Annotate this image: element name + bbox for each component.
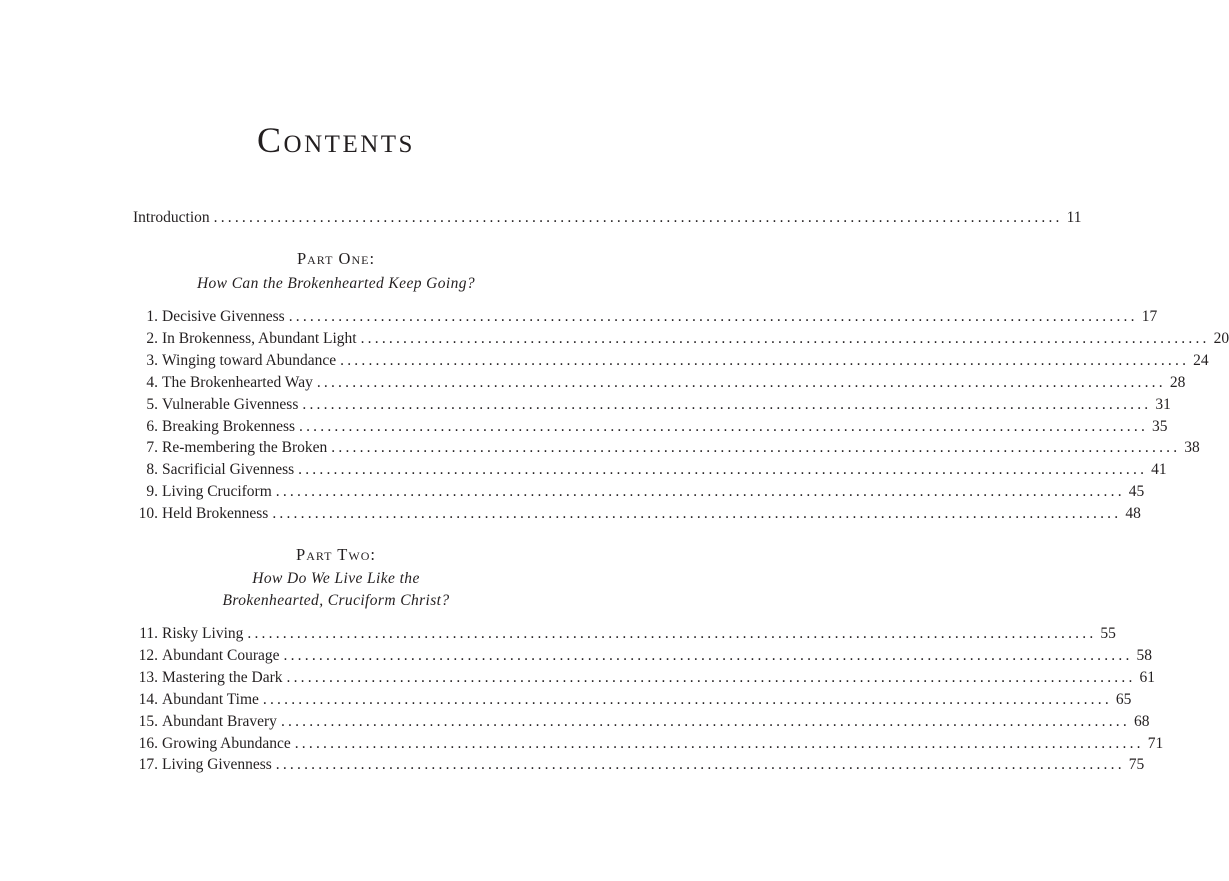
toc-entry-page: 41 (1151, 461, 1167, 479)
toc-entry-page: 65 (1115, 690, 1132, 708)
toc-entry-number: 4. (146, 373, 158, 391)
toc-entry-number: 15. (138, 712, 158, 730)
toc-entry-page: 48 (1125, 505, 1141, 523)
toc-leader-dots: ........................................................................................................................ (299, 417, 1149, 435)
toc-entry (133, 394, 1171, 416)
part-two-subtitle-line1: How Do We Live Like the (252, 570, 420, 587)
toc-entry (133, 459, 1167, 481)
toc-entry-label: Growing Abundance (162, 734, 291, 752)
toc-entry-label: Sacrificial Givenness (162, 461, 295, 479)
toc-leader-dots: ........................................................................................................................ (298, 461, 1148, 479)
toc-entry-number: 3. (146, 351, 158, 369)
toc-entry (133, 645, 1153, 667)
toc-leader-dots: ........................................................................................................................ (360, 329, 1210, 347)
toc-entry-number: 2. (146, 329, 158, 347)
part-one-heading: Part One: (296, 249, 376, 268)
toc-entry-number: 9. (146, 483, 158, 501)
toc-entry (133, 328, 1229, 350)
toc-entry-page: 17 (1141, 308, 1158, 325)
toc-entry-label: Held Brokenness (162, 505, 269, 523)
toc-entry-page: 58 (1136, 646, 1153, 664)
toc-entry (133, 437, 1200, 459)
toc-entry (133, 350, 1209, 372)
toc-entry-label: Living Givenness (162, 756, 272, 774)
part-two-heading: Part Two: (296, 545, 376, 564)
toc-leader-dots: ........................................................................................................................ (286, 668, 1136, 686)
toc-entry-number: 17. (138, 756, 158, 774)
toc-entry (133, 711, 1150, 733)
toc-leader-dots: ........................................................................................................................ (316, 373, 1166, 391)
toc-leader-dots: ........................................................................................................................ (302, 395, 1152, 413)
toc-leader-dots: ........................................................................................................................ (280, 712, 1130, 730)
toc-entry-page: 20 (1213, 329, 1229, 347)
toc-leader-dots: ........................................................................................................................ (283, 646, 1133, 664)
page-title: Contents (257, 120, 415, 160)
toc-entry-number: 11. (139, 625, 158, 642)
toc-entry-label: Vulnerable Givenness (162, 395, 299, 413)
toc-entry-page: 31 (1155, 395, 1171, 413)
toc-entry-page: 24 (1193, 351, 1209, 369)
toc-entry-page: 68 (1133, 712, 1150, 730)
toc-leader-dots: ........................................................................................................................ (340, 351, 1190, 369)
toc-entry (133, 733, 1164, 755)
toc-leader-dots: ........................................................................................................................ (272, 505, 1122, 523)
toc-entry (133, 416, 1168, 438)
toc-entry (133, 667, 1156, 689)
toc-entry-label: Living Cruciform (162, 483, 272, 501)
toc-entry-label: Breaking Brokenness (162, 417, 296, 435)
toc-entry-label: In Brokenness, Abundant Light (162, 329, 357, 347)
toc-entry-number: 8. (146, 461, 158, 479)
toc-entry-introduction (133, 207, 1082, 229)
toc-entry-label: Abundant Courage (162, 646, 280, 664)
toc-entry-number: 1. (146, 308, 158, 325)
toc-entry-number: 7. (146, 439, 158, 457)
toc-entry (133, 306, 1158, 328)
toc-entry-label: Re-membering the Broken (162, 439, 328, 457)
toc-leader-dots: ........................................................................................................................ (213, 209, 1063, 226)
toc-entry-label: Abundant Time (162, 690, 259, 708)
toc-leader-dots: ........................................................................................................................ (294, 734, 1144, 752)
toc-entry-number: 5. (146, 395, 158, 413)
toc-entry-page: 35 (1152, 417, 1168, 435)
toc-entry (133, 689, 1132, 711)
toc-entry-label: Decisive Givenness (162, 308, 285, 325)
toc-entry-label: Winging toward Abundance (162, 351, 337, 369)
toc-leader-dots: ........................................................................................................................ (288, 308, 1138, 325)
toc-entry-number: 14. (138, 690, 158, 708)
toc-entry-page: 11 (1066, 209, 1082, 226)
toc-entry-page: 61 (1139, 668, 1156, 686)
toc-entry-number: 16. (138, 734, 158, 752)
toc-entry-page: 75 (1128, 756, 1145, 774)
toc-leader-dots: ........................................................................................................................ (275, 483, 1125, 501)
toc-entry-page: 38 (1184, 439, 1200, 457)
toc-entry-page: 28 (1169, 373, 1186, 391)
toc-entry (133, 623, 1116, 645)
toc-entry-label: Abundant Bravery (162, 712, 277, 730)
toc-entry-number: 6. (146, 417, 158, 435)
toc-entry (133, 372, 1186, 394)
toc-entry (133, 481, 1145, 503)
toc-entry-page: 45 (1128, 483, 1145, 501)
toc-leader-dots: ........................................................................................................................ (331, 439, 1181, 457)
toc-entry-label: The Brokenhearted Way (162, 373, 313, 391)
toc-entry (133, 754, 1145, 776)
toc-entry-label: Introduction (133, 209, 210, 226)
toc-entry-number: 10. (138, 505, 158, 523)
part-one-subtitle: How Can the Brokenhearted Keep Going? (196, 275, 476, 292)
toc-leader-dots: ........................................................................................................................ (247, 625, 1097, 642)
toc-leader-dots: ........................................................................................................................ (262, 690, 1112, 708)
toc-entry-number: 13. (138, 668, 158, 686)
part-two-subtitle-line2: Brokenhearted, Cruciform Christ? (222, 592, 450, 609)
toc-entry-label: Mastering the Dark (162, 668, 283, 686)
toc-entry (133, 503, 1141, 525)
toc-entry-page: 71 (1147, 734, 1164, 752)
toc-entry-number: 12. (138, 646, 158, 664)
toc-leader-dots: ........................................................................................................................ (275, 756, 1125, 774)
toc-entry-label: Risky Living (162, 625, 244, 642)
toc-entry-page: 55 (1100, 625, 1116, 642)
